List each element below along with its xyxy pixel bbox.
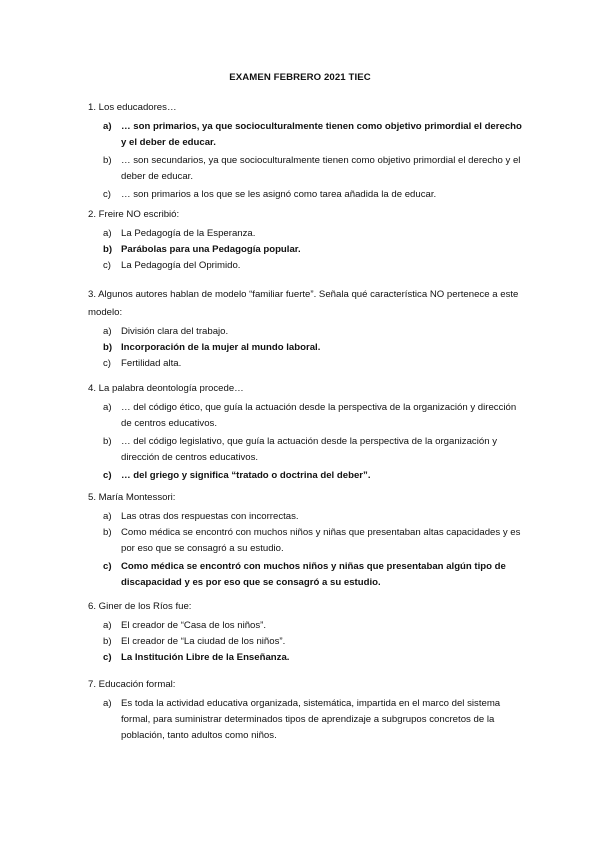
option-a (88, 618, 528, 634)
option-b (88, 634, 528, 650)
option-c (88, 356, 528, 372)
page-title: EXAMEN FEBRERO 2021 TIEC (229, 72, 371, 83)
question-3 (88, 286, 528, 372)
question-text: 3. Algunos autores hablan de modelo “familiar fuerte”. Señala qué característica NO pertenece a este modelo: (88, 289, 519, 318)
option-text: … del código ético, que guía la actuación desde la perspectiva de la organización y dirección de centros educativos. (121, 402, 517, 429)
option-text: Fertilidad alta. (121, 358, 182, 369)
option-text: División clara del trabajo. (121, 326, 229, 337)
option-label: a) (103, 698, 112, 709)
option-text: Como médica se encontró con muchos niños y niñas que presentaban altas capacidades y es por eso que se consagró a su estudio. (121, 527, 521, 554)
option-label: b) (103, 436, 112, 447)
option-text: … son secundarios, ya que socioculturalmente tienen como objetivo primordial el derecho y el deber de educar. (121, 155, 521, 182)
option-label: c) (103, 652, 112, 663)
question-text: 5. María Montessori: (88, 492, 176, 503)
option-label: b) (103, 244, 113, 255)
option-label: c) (103, 561, 112, 572)
option-text: El creador de “Casa de los niños”. (121, 620, 267, 631)
option-label: b) (103, 636, 112, 647)
option-text: Incorporación de la mujer al mundo laboral. (121, 342, 321, 353)
option-label: a) (103, 121, 112, 132)
option-label: a) (103, 511, 112, 522)
question-text: 1. Los educadores… (88, 102, 177, 113)
option-text: Como médica se encontró con muchos niños y niñas que presentaban algún tipo de discapacidad y es por eso que se consagró a su estudio. (121, 561, 506, 588)
option-c (88, 650, 528, 666)
option-b (88, 340, 528, 356)
option-text: El creador de “La ciudad de los niños”. (121, 636, 286, 647)
question-1 (88, 99, 528, 203)
option-c (88, 187, 528, 203)
option-a (88, 226, 528, 242)
question-text: 2. Freire NO escribió: (88, 209, 180, 220)
option-c (88, 258, 528, 274)
option-text: Las otras dos respuestas con incorrectas. (121, 511, 299, 522)
option-c (88, 559, 528, 591)
question-text: 6. Giner de los Ríos fue: (88, 601, 192, 612)
option-text: La Pedagogía del Oprimido. (121, 260, 241, 271)
option-b (88, 153, 528, 185)
option-a (88, 400, 528, 432)
option-b (88, 434, 528, 466)
option-label: a) (103, 402, 112, 413)
question-6 (88, 598, 528, 666)
option-text: La Pedagogía de la Esperanza. (121, 228, 256, 239)
option-label: c) (103, 470, 112, 481)
option-a (88, 324, 528, 340)
option-text: Es toda la actividad educativa organizada, sistemática, impartida en el marco del sistema formal, para suministrar determinados tipos de aprendizaje a subgrupos concretos de la población, tanto adultos como niños. (121, 698, 501, 741)
question-text: 4. La palabra deontología procede… (88, 383, 244, 394)
option-b (88, 525, 528, 557)
option-a (88, 509, 528, 525)
option-c (88, 468, 528, 484)
option-label: c) (103, 358, 111, 369)
option-label: b) (103, 527, 112, 538)
option-label: a) (103, 326, 112, 337)
option-text: … del griego y significa “tratado o doctrina del deber”. (121, 470, 371, 481)
option-label: a) (103, 228, 112, 239)
option-label: a) (103, 620, 112, 631)
option-text: … del código legislativo, que guía la actuación desde la perspectiva de la organización y dirección de centros educativos. (121, 436, 497, 463)
option-label: c) (103, 260, 111, 271)
question-text: 7. Educación formal: (88, 679, 176, 690)
option-b (88, 242, 528, 258)
question-5 (88, 489, 528, 591)
question-2 (88, 206, 528, 274)
option-a (88, 696, 528, 744)
option-text: … son primarios, ya que socioculturalmente tienen como objetivo primordial el derecho y el deber de educar. (121, 121, 522, 148)
question-4 (88, 380, 528, 484)
option-a (88, 119, 528, 151)
option-label: c) (103, 189, 111, 200)
option-text: … son primarios a los que se les asignó como tarea añadida la de educar. (121, 189, 437, 200)
option-text: La Institución Libre de la Enseñanza. (121, 652, 290, 663)
option-label: b) (103, 342, 113, 353)
question-7 (88, 676, 528, 744)
option-text: Parábolas para una Pedagogía popular. (121, 244, 301, 255)
option-label: b) (103, 155, 112, 166)
